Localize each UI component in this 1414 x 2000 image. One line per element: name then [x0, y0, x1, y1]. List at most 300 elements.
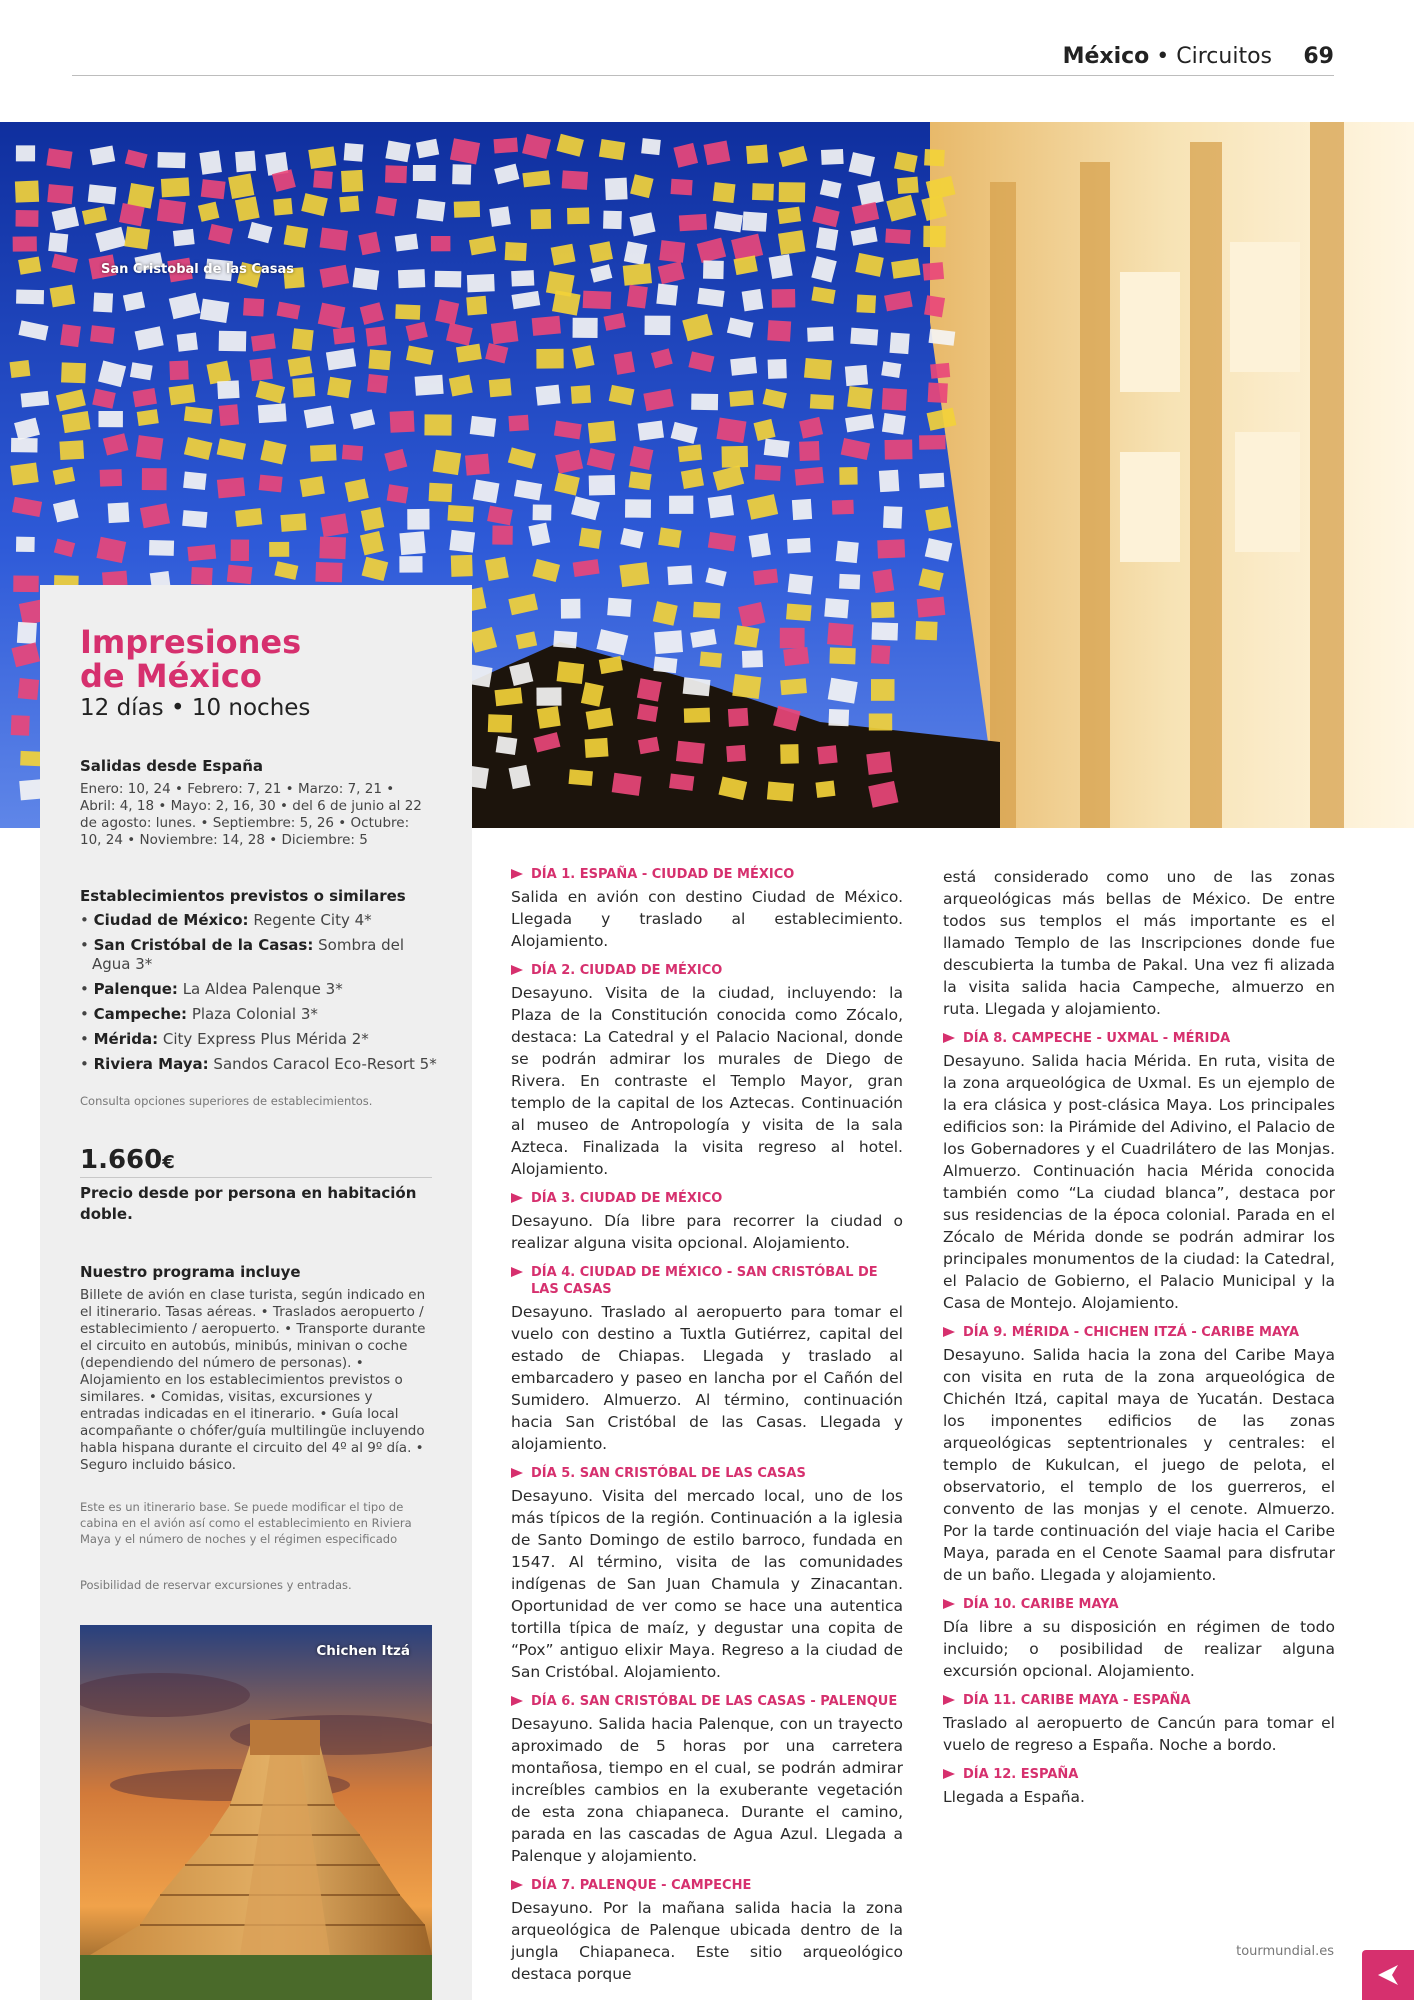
paper-flag [429, 483, 453, 502]
day-heading [943, 1324, 1335, 1341]
paper-flag [817, 745, 837, 764]
paper-flag [728, 708, 749, 727]
paper-flag [536, 385, 561, 406]
paper-flag [292, 377, 315, 398]
hotel-city: Ciudad de México: [93, 911, 249, 929]
paper-flag [16, 289, 44, 304]
paper-flag [671, 179, 693, 196]
paper-flag [537, 706, 561, 729]
paper-flag [573, 318, 598, 338]
paper-flag [624, 241, 647, 265]
hotel-name: Plaza Colonial 3* [191, 1005, 318, 1023]
paper-flag [492, 526, 513, 545]
paper-flag [361, 507, 384, 531]
paper-flag [142, 468, 167, 490]
day-heading [511, 1877, 903, 1894]
paper-flag [249, 358, 273, 382]
paper-flag [536, 687, 561, 705]
itinerary-day [943, 1596, 1335, 1682]
hotels-list [80, 911, 440, 1080]
paper-flag [235, 151, 256, 173]
paper-flag [342, 445, 363, 461]
paper-flag [742, 650, 763, 668]
arrow-right-icon [511, 1267, 524, 1278]
paper-flag [149, 540, 174, 556]
paper-flag [767, 320, 791, 342]
paper-flag [659, 240, 685, 263]
photo-caption: Chichen Itzá [316, 1643, 410, 1659]
arrow-right-icon [511, 965, 524, 976]
day-text: Desayuno. Visita del mercado local, uno de los más típicos de la región. Continuación a la iglesia de Santo Domingo de estilo barroco, fundada en 1547. Al término, visita de las comunidades indígenas de San Juan Chamula y Zinacantan. Oportunidad de ver como se hace una autentica tortilla típica de maíz, y degustar una copita de “Pox” antiguo elixir Maya. Regreso a la ciudad de San Cristóbal. Alojamiento. [511, 1487, 903, 1681]
paper-flag [871, 679, 895, 701]
paper-flag [816, 227, 838, 251]
day-title: DÍA 11. CARIBE MAYA - ESPAÑA [963, 1693, 1191, 1708]
hero-caption: San Cristobal de las Casas [101, 262, 294, 277]
paper-flag [928, 383, 948, 403]
paper-flag [219, 331, 247, 352]
paper-flag [836, 541, 859, 563]
paper-flag [157, 152, 185, 168]
day-title: DÍA 4. CIUDAD DE MÉXICO - SAN CRISTÓBAL DE LAS CASAS [531, 1265, 878, 1297]
paper-flag [637, 704, 658, 722]
paper-flag [473, 479, 500, 503]
paper-flag [395, 234, 419, 252]
paper-flag [449, 530, 475, 553]
back-button[interactable] [1362, 1950, 1414, 2000]
paper-flag [452, 164, 471, 184]
paper-flag [845, 365, 868, 386]
arrow-right-icon [511, 1468, 524, 1479]
paper-flag [300, 476, 325, 497]
paper-flag [607, 598, 631, 617]
paper-flag [10, 360, 31, 378]
arrow-right-icon [943, 1033, 956, 1044]
paper-flag [562, 170, 588, 190]
paper-flag [792, 499, 812, 520]
itinerary-column-2 [943, 866, 1335, 1818]
paper-flag [206, 361, 231, 385]
day-title: DÍA 8. CAMPECHE - UXMAL - MÉRIDA [963, 1031, 1231, 1046]
paper-flag [641, 138, 661, 155]
paper-flag [729, 390, 754, 407]
paper-flag [839, 574, 860, 590]
paper-flag [684, 708, 710, 723]
header-title [1063, 44, 1272, 69]
price [80, 1145, 175, 1175]
paper-flag [88, 184, 117, 204]
paper-flag [924, 149, 945, 166]
paper-flag [658, 527, 681, 548]
header-separator: • [1149, 44, 1177, 69]
arrow-left-icon [1376, 1963, 1400, 1987]
hotel-city: Mérida: [93, 1030, 159, 1048]
paper-flag [925, 506, 951, 531]
paper-flag [399, 531, 425, 555]
price-divider [80, 1177, 432, 1178]
paper-flag [433, 450, 461, 475]
paper-flag [828, 709, 849, 726]
hotels-note: Consulta opciones superiores de establecimientos. [80, 1094, 373, 1108]
paper-flag [485, 557, 509, 581]
hotel-item: • San Cristóbal de la Casas: Sombra del Agua 3* [80, 936, 405, 973]
paper-flag [200, 299, 229, 323]
day-title: DÍA 7. PALENQUE - CAMPECHE [531, 1878, 752, 1893]
paper-flag [679, 214, 707, 231]
paper-flag [16, 145, 35, 161]
paper-flag [866, 752, 892, 775]
paper-flag [413, 165, 436, 181]
paper-flag [917, 597, 946, 618]
itinerary-day [511, 1264, 903, 1455]
chichen-itza-photo [80, 1625, 432, 2000]
paper-flag [877, 539, 905, 558]
paper-flag [656, 284, 678, 306]
hotel-name: Sombra del Agua 3* [92, 936, 405, 973]
paper-flag [742, 212, 767, 232]
paper-flag [732, 674, 761, 699]
paper-flag [182, 510, 207, 528]
paper-flag [387, 484, 409, 503]
paper-flag [882, 413, 906, 435]
hotel-city: Palenque: [93, 980, 178, 998]
paper-flag [231, 540, 249, 561]
paper-flag [366, 326, 387, 346]
departures-text: Enero: 10, 24 • Febrero: 7, 21 • Marzo: 7, 21 • Abril: 4, 18 • Mayo: 2, 16, 30 • del 6 de junio al 22 de agosto: lunes. • Septiembre: 5, 26 • Octubre: 10, 24 • Noviembre: 14, 28 • Diciembre: 5 [80, 781, 422, 848]
paper-flag [897, 177, 919, 194]
itinerary-day [511, 1877, 903, 1985]
paper-flag [571, 385, 591, 404]
day-title: DÍA 10. CARIBE MAYA [963, 1597, 1119, 1612]
paper-flag [258, 403, 287, 423]
price-value: 1.660 [80, 1145, 163, 1175]
paper-flag [228, 173, 254, 199]
paper-flag [768, 359, 787, 379]
day-text: Desayuno. Salida hacia Palenque, con un trayecto aproximado de 5 horas por una carretera montañosa, tiempo en el cual, se podrán admirar increíbles cambios en la exuberante vegetación de esta zona chiapaneca. Durante el camino, parada en las cascadas de Agua Azul. Llegada a Palenque y alojamiento. [511, 1715, 903, 1865]
day-heading [943, 1692, 1335, 1709]
paper-flag [50, 285, 76, 308]
paper-flag [708, 495, 734, 519]
paper-flag [536, 349, 563, 369]
paper-flag [315, 562, 342, 582]
itinerary-day [943, 1766, 1335, 1808]
paper-flag [390, 411, 415, 433]
paper-flag [491, 321, 519, 345]
paper-flag [786, 603, 812, 621]
hotel-name: Sandos Caracol Eco-Resort 5* [213, 1055, 437, 1073]
paper-flag [385, 165, 407, 183]
paper-flag [783, 647, 809, 666]
paper-flag [915, 621, 937, 640]
excursions-note: Posibilidad de reservar excursiones y entradas. [80, 1578, 352, 1592]
paper-flag [721, 446, 748, 468]
paper-flag [447, 505, 473, 522]
day-title: DÍA 12. ESPAÑA [963, 1767, 1079, 1782]
paper-flag [100, 469, 122, 487]
paper-flag [614, 351, 635, 374]
paper-flag [871, 602, 894, 619]
paper-flag [753, 569, 778, 586]
paper-flag [625, 499, 651, 518]
paper-flag [869, 713, 892, 730]
paper-flag [98, 411, 122, 427]
paper-flag [259, 475, 283, 493]
paper-flag [923, 262, 945, 280]
itinerary-day-continued [943, 866, 1335, 1020]
day-title: DÍA 6. SAN CRISTÓBAL DE LAS CASAS - PALENQUE [531, 1694, 898, 1709]
paper-flag [667, 565, 692, 585]
paper-flag [924, 295, 945, 317]
paper-flag [919, 473, 944, 489]
paper-flag [284, 225, 308, 248]
paper-flag [62, 411, 91, 433]
hotel-item: • Ciudad de México: Regente City 4* [80, 911, 372, 929]
arrow-right-icon [511, 1880, 524, 1891]
paper-flag [15, 181, 39, 203]
paper-flag [839, 467, 857, 485]
paper-flag [235, 196, 260, 221]
hotels-heading: Establecimientos previstos o similares [80, 887, 406, 905]
paper-flag [320, 513, 348, 537]
day-text: está considerado como uno de las zonas arqueológicas más bellas de México. De entre todos sus templos el más importante es el llamado Templo de las Inscripciones donde fue descubierta la tumba de Pakal. Una vez fi alizada la visita salida hacia Campeche, almuerzo en ruta. Llegada y alojamiento. [943, 868, 1335, 1018]
paper-flag [882, 388, 907, 411]
day-text: Llegada a España. [943, 1788, 1085, 1806]
paper-flag [10, 462, 38, 485]
paper-flag [704, 141, 731, 166]
paper-flag [569, 769, 593, 786]
paper-flag [599, 139, 625, 160]
paper-flag [494, 138, 518, 154]
paper-flag [919, 435, 946, 450]
day-heading [511, 962, 903, 979]
paper-flag [13, 236, 37, 251]
paper-flag [856, 295, 876, 314]
paper-flag [435, 271, 462, 288]
paper-flag [583, 291, 612, 310]
paper-flag [885, 229, 911, 245]
paper-flag [612, 773, 642, 796]
paper-flag [872, 569, 894, 593]
paper-flag [871, 645, 890, 664]
paper-flag [764, 439, 790, 458]
paper-flag [716, 417, 746, 442]
arrow-right-icon [943, 1695, 956, 1706]
paper-flag [778, 207, 802, 225]
day-title: DÍA 5. SAN CRISTÓBAL DE LAS CASAS [531, 1466, 806, 1481]
hotel-name: La Aldea Palenque 3* [182, 980, 343, 998]
paper-flag [489, 206, 510, 227]
itinerary-day [943, 1030, 1335, 1314]
paper-flag [850, 328, 878, 346]
paper-flag [368, 349, 391, 370]
trip-title [80, 625, 301, 693]
paper-flag [395, 304, 420, 320]
paper-flag [470, 416, 496, 437]
hotel-city: Campeche: [93, 1005, 188, 1023]
paper-flag [700, 652, 722, 668]
paper-flag [11, 438, 38, 453]
paper-flag [191, 567, 213, 585]
paper-flag [780, 628, 805, 649]
arrow-right-icon [511, 1193, 524, 1204]
paper-flag [693, 602, 721, 619]
paper-flag [557, 661, 585, 684]
paper-flag [341, 170, 363, 192]
itinerary-day [511, 962, 903, 1180]
paper-flag [778, 230, 806, 255]
hotel-name: City Express Plus Mérida 2* [162, 1030, 369, 1048]
paper-flag [187, 544, 216, 561]
paper-flag [629, 471, 652, 490]
paper-flag [746, 145, 768, 164]
paper-flag [367, 374, 388, 393]
paper-flag [219, 404, 239, 426]
paper-flag [308, 146, 336, 169]
paper-flag [703, 260, 724, 279]
paper-flag [889, 332, 909, 354]
paper-flag [885, 440, 913, 460]
paper-flag [173, 229, 195, 246]
paper-flag [799, 441, 820, 461]
paper-flag [177, 333, 198, 352]
paper-flag [605, 178, 628, 201]
day-heading [511, 1264, 903, 1298]
day-text: Desayuno. Por la mañana salida hacia la zona arqueológica de Palenque ubicada dentro de la jungla Chiapaneca. Este sitio arqueológico destaca porque [511, 1899, 903, 1983]
paper-flag [416, 199, 445, 222]
paper-flag [832, 500, 854, 515]
day-text: Desayuno. Salida hacia la zona del Caribe Maya con visita en ruta de la zona arqueológica de Chichén Itzá, capital maya de Yucatán. Destaca los imponentes edificios de las zonas arqueológicas septentrionales y centrales: el templo de Kukulcan, el juego de pelota, el observatorio, el templo de los guerreros, el convento de las monjas y el cenote. Almuerzo. Por la tarde continuación del viaje hacia el Caribe Maya, parada en el Cenote Saamal para disfrutar de un baño. Llegada y alojamiento. [943, 1346, 1335, 1584]
paper-flag [496, 736, 518, 755]
paper-flag [217, 477, 245, 498]
paper-flag [90, 325, 115, 344]
itinerary-column-1 [511, 866, 903, 1995]
paper-flag [313, 170, 333, 189]
day-text: Desayuno. Día libre para recorrer la ciudad o realizar alguna visita opcional. Alojamiento. [511, 1212, 903, 1252]
paper-flag [333, 327, 355, 345]
paper-flag [872, 622, 899, 640]
paper-flag [48, 233, 68, 253]
day-title: DÍA 2. CIUDAD DE MÉXICO [531, 963, 723, 978]
price-currency: € [162, 1152, 175, 1173]
paper-flag [466, 296, 487, 316]
paper-flag [467, 274, 495, 292]
day-text: Desayuno. Salida hacia Mérida. En ruta, visita de la zona arqueológica de Uxmal. Es un ejemplo de la era clásica y post-clásica Maya. Los principales edificios son: la Pirámide del Adivino, el Palacio de los Gobernadores y el Cuadrilátero de las Monjas. Almuerzo. Continuación hacia Mérida conocida también como “La ciudad blanca”, destaca por sus residencias de la época colonial. Parada en el Zócalo de Mérida donde se podrán admirar los principales monumentos de la ciudad: la Catedral, el Palacio de Gobierno, el Palacio Municipal y la Casa de Montejo. Alojamiento. [943, 1052, 1335, 1312]
paper-flag [424, 414, 451, 435]
paper-flag [676, 741, 705, 764]
footer-url[interactable]: tourmundial.es [1236, 1944, 1334, 1959]
paper-flag [16, 537, 35, 552]
itinerary-day [511, 866, 903, 952]
paper-flag [11, 715, 30, 736]
paper-flag [399, 556, 422, 573]
paper-flag [157, 199, 186, 224]
paper-flag [730, 357, 757, 376]
day-title: DÍA 3. CIUDAD DE MÉXICO [531, 1191, 723, 1206]
paper-flag [588, 421, 616, 444]
paper-flag [930, 363, 950, 379]
paper-flag [61, 362, 86, 383]
trip-title-line2: de México [80, 657, 262, 695]
paper-flag [339, 196, 359, 213]
paper-flag [21, 391, 50, 408]
paper-flag [585, 738, 609, 758]
paper-flag [772, 289, 796, 308]
paper-flag [273, 198, 292, 216]
includes-heading: Nuestro programa incluye [80, 1263, 301, 1281]
paper-flag [827, 623, 854, 647]
paper-flag [780, 744, 799, 764]
day-heading [511, 1190, 903, 1207]
paper-flag [653, 656, 677, 673]
day-text: Traslado al aeropuerto de Cancún para tomar el vuelo de regreso a España. Noche a bordo. [943, 1714, 1335, 1754]
trip-title-line1: Impresiones [80, 623, 302, 661]
day-text: Día libre a su disposición en régimen de todo incluido; o posibilidad de realizar alguna excursión opcional. Alojamiento. [943, 1618, 1335, 1680]
paper-flag [280, 513, 306, 532]
itinerary-note: Este es un itinerario base. Se puede modificar el tipo de cabina en el avión así como el establecimiento en Riviera Maya y el número de noches y el régimen especificado [80, 1500, 412, 1546]
hotel-item: • Campeche: Plaza Colonial 3* [80, 1005, 318, 1023]
paper-flag [454, 201, 480, 218]
paper-flag [319, 537, 346, 560]
arrow-right-icon [943, 1769, 956, 1780]
paper-flag [489, 378, 512, 397]
paper-flag [678, 444, 702, 462]
paper-flag [579, 528, 602, 549]
paper-flag [345, 479, 369, 502]
paper-flag [681, 468, 704, 489]
trip-duration: 12 días • 10 noches [80, 695, 311, 721]
paper-flag [60, 324, 81, 347]
paper-flag [199, 150, 222, 174]
itinerary-day [943, 1692, 1335, 1756]
paper-flag [451, 555, 473, 577]
paper-flag [553, 631, 577, 649]
paper-flag [327, 377, 351, 398]
includes-text: Billete de avión en clase turista, según indicado en el itinerario. Tasas aéreas. • Traslados aeropuerto / establecimiento / aeropuerto. • Transporte durante el circuito en autobús, minibús, minivan o coche (dependiendo del número de personas). • Alojamiento en los establecimientos previstos o similares. • Comidas, visitas, excursiones y entradas indicadas en el itinerario. • Guía local acompañante o chófer/guía multilingüe incluyendo habla hispana durante el circuito del 4º al 9º día. • Seguro incluido básico. [80, 1287, 426, 1473]
pyramid-illustration [80, 1625, 432, 2000]
paper-flag [697, 288, 724, 307]
hotel-item: • Mérida: City Express Plus Mérida 2* [80, 1030, 369, 1048]
paper-flag [533, 504, 552, 520]
paper-flag [17, 622, 37, 644]
paper-flag [508, 415, 529, 432]
paper-flag [124, 226, 150, 249]
paper-flag [630, 446, 654, 470]
paper-flag [136, 435, 164, 460]
paper-flag [13, 576, 39, 593]
paper-flag [749, 533, 771, 557]
page-number: 69 [1303, 44, 1334, 69]
paper-flag [669, 496, 693, 514]
paper-flag [683, 677, 711, 696]
arrow-right-icon [943, 1599, 956, 1610]
paper-flag [779, 182, 806, 202]
paper-flag [201, 179, 226, 199]
arrow-right-icon [511, 1696, 524, 1707]
paper-flag [235, 508, 262, 527]
header-country: México [1062, 44, 1150, 69]
paper-flag [183, 472, 206, 490]
paper-flag [567, 207, 589, 224]
itinerary-day [511, 1190, 903, 1254]
paper-flag [804, 358, 832, 380]
hotel-city: Riviera Maya: [93, 1055, 209, 1073]
paper-flag [638, 421, 664, 441]
paper-flag [505, 242, 527, 261]
paper-flag [243, 298, 264, 317]
day-heading [943, 1766, 1335, 1783]
paper-flag [815, 780, 835, 797]
paper-flag [780, 678, 807, 695]
hotel-city: San Cristóbal de la Casas: [93, 936, 314, 954]
